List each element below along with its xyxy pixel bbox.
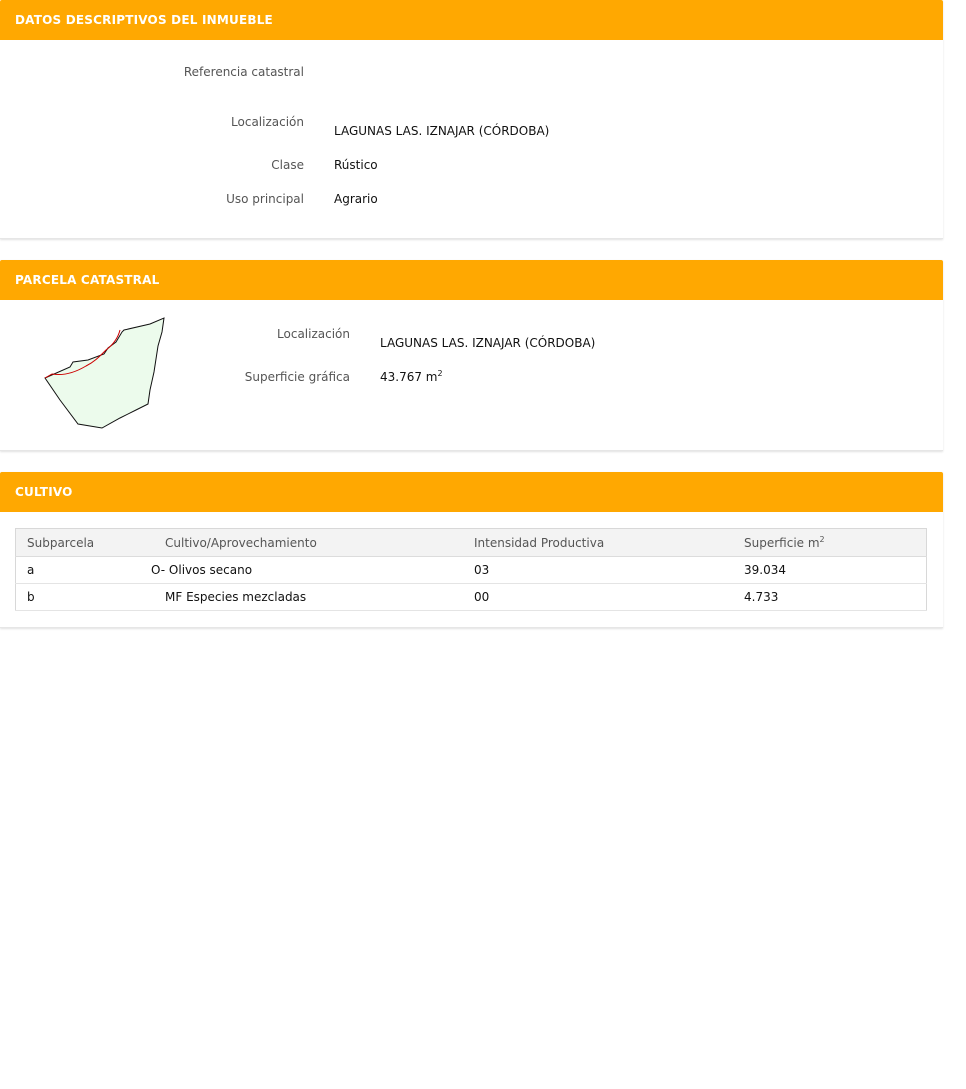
- panel-cultivo: [0, 472, 943, 628]
- cell-intensidad: 03: [474, 557, 744, 584]
- localizacion-label: Localización: [231, 115, 304, 129]
- cell-superficie: 4.733: [744, 584, 927, 611]
- parcel-outline: [45, 318, 164, 428]
- clase-label: Clase: [271, 158, 304, 172]
- panel-header-cultivo: CULTIVO: [0, 472, 943, 512]
- cultivo-table: [15, 528, 927, 611]
- table-header-row: [16, 529, 927, 557]
- table-row: [16, 584, 927, 611]
- referencia-label: Referencia catastral: [183, 65, 304, 79]
- superficie-value: 43.767 $m^2$: [380, 369, 443, 384]
- panel-header-parcela: PARCELA CATASTRAL: [0, 260, 943, 300]
- cell-subparcela: a: [16, 557, 166, 584]
- table-row: [16, 557, 927, 584]
- parcela-localizacion-value: LAGUNAS LAS. IZNAJAR (CÓRDOBA): [380, 336, 596, 350]
- header-cultivo: Cultivo/Aprovechamiento: [165, 529, 474, 557]
- superficie-label: Superficie gráfica: [244, 370, 350, 384]
- panel-header-datos: DATOS DESCRIPTIVOS DEL INMUEBLE: [0, 0, 943, 40]
- uso-label: Uso principal: [226, 192, 304, 206]
- header-superficie: Superficie $m^2$: [744, 529, 927, 557]
- cell-cultivo: MF Especies mezcladas: [165, 584, 474, 611]
- parcela-localizacion-label: Localización: [277, 327, 350, 341]
- header-intensidad: Intensidad Productiva: [474, 529, 744, 557]
- panel-datos-descriptivos: [0, 0, 943, 239]
- cell-cultivo: O- Olivos secano: [165, 557, 474, 584]
- panel-parcela-catastral: [0, 260, 943, 451]
- cell-subparcela: b: [16, 584, 166, 611]
- localizacion-value: LAGUNAS LAS. IZNAJAR (CÓRDOBA): [334, 124, 550, 138]
- cell-superficie: 39.034: [744, 557, 927, 584]
- cell-intensidad: 00: [474, 584, 744, 611]
- uso-value: Agrario: [334, 192, 378, 206]
- header-subparcela: Subparcela: [16, 529, 166, 557]
- clase-value: Rústico: [334, 158, 378, 172]
